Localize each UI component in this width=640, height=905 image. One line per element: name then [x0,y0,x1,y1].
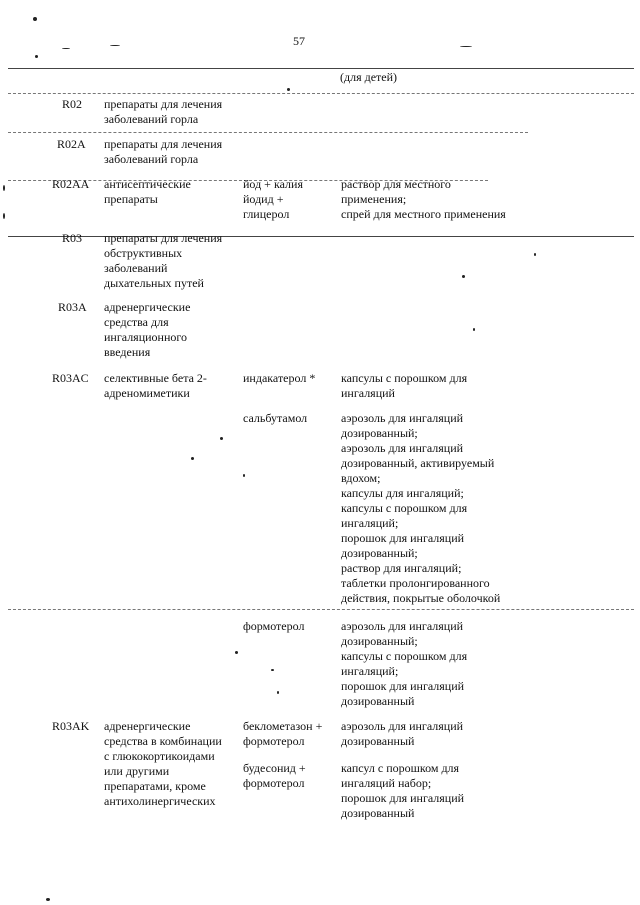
row-drug: сальбутамол [243,411,308,425]
row-separator [8,236,634,237]
row-form: капсул с порошком для ингаляций набор; порошок для ингаляций дозированный [341,761,465,820]
row-group: адренергические средства для ингаляционного введения [104,300,191,359]
scan-speck [287,88,290,91]
scan-speck [3,185,5,191]
scan-speck [46,898,50,901]
header-rule [8,68,634,69]
row-form: аэрозоль для ингаляций дозированный [341,719,464,748]
row-group: препараты для лечения обструктивных заболеваний дыхательных путей [104,231,223,290]
row-code: R03AK [52,719,90,733]
row-drug: индакатерол * [243,371,316,385]
scan-speck [462,275,465,278]
row-code: R02AA [52,177,90,191]
row-form: раствор для местного применения; спрей для местного применения [341,177,506,221]
row-group: антисептические препараты [104,177,191,206]
scan-speck [534,253,536,256]
scan-speck [473,328,475,331]
scan-speck [220,437,223,440]
scan-speck [3,213,5,219]
row-form: аэрозоль для ингаляций дозированный; аэрозоль для ингаляций дозированный, активируемый вдохом; капсулы для ингаляций; капсулы с порошком для ингаляций; порошок для ингаляций дозированный; раствор для ингаляций; таблетки пролонгированного действия, покрытые оболочкой [341,411,501,605]
row-separator [8,609,634,610]
row-drug: будесонид + формотерол [243,761,306,790]
scan-speck [62,48,70,49]
row-group: адренергические средства в комбинации с глюкокортикоидами или другими препаратами, кроме антихолинергических [104,719,222,808]
row-code: R02 [62,97,83,111]
row-separator [8,93,634,94]
scan-speck [110,45,120,46]
scan-speck [277,691,279,694]
row-code: R03AC [52,371,89,385]
row-drug: йод + калия йодид + глицерол [243,177,303,221]
row-form: капсулы с порошком для ингаляций [341,371,468,400]
scan-speck [460,46,472,47]
row-code: R02A [57,137,86,151]
row-group: препараты для лечения заболеваний горла [104,137,223,166]
row-group: препараты для лечения заболеваний горла [104,97,223,126]
header-note: (для детей) [340,70,398,84]
row-drug: беклометазон + формотерол [243,719,323,748]
row-separator [8,132,528,133]
scan-speck [35,55,38,58]
row-drug: формотерол [243,619,305,633]
scan-speck [271,669,274,671]
scan-speck [191,457,194,460]
row-group: селективные бета 2- адреномиметики [104,371,207,400]
scan-speck [235,651,238,654]
row-code: R03 [62,231,83,245]
scan-speck [33,17,37,21]
page-number: 57 [293,34,305,48]
scan-speck [243,474,245,477]
row-form: аэрозоль для ингаляций дозированный; капсулы с порошком для ингаляций; порошок для ингаляций дозированный [341,619,468,708]
row-code: R03A [58,300,87,314]
